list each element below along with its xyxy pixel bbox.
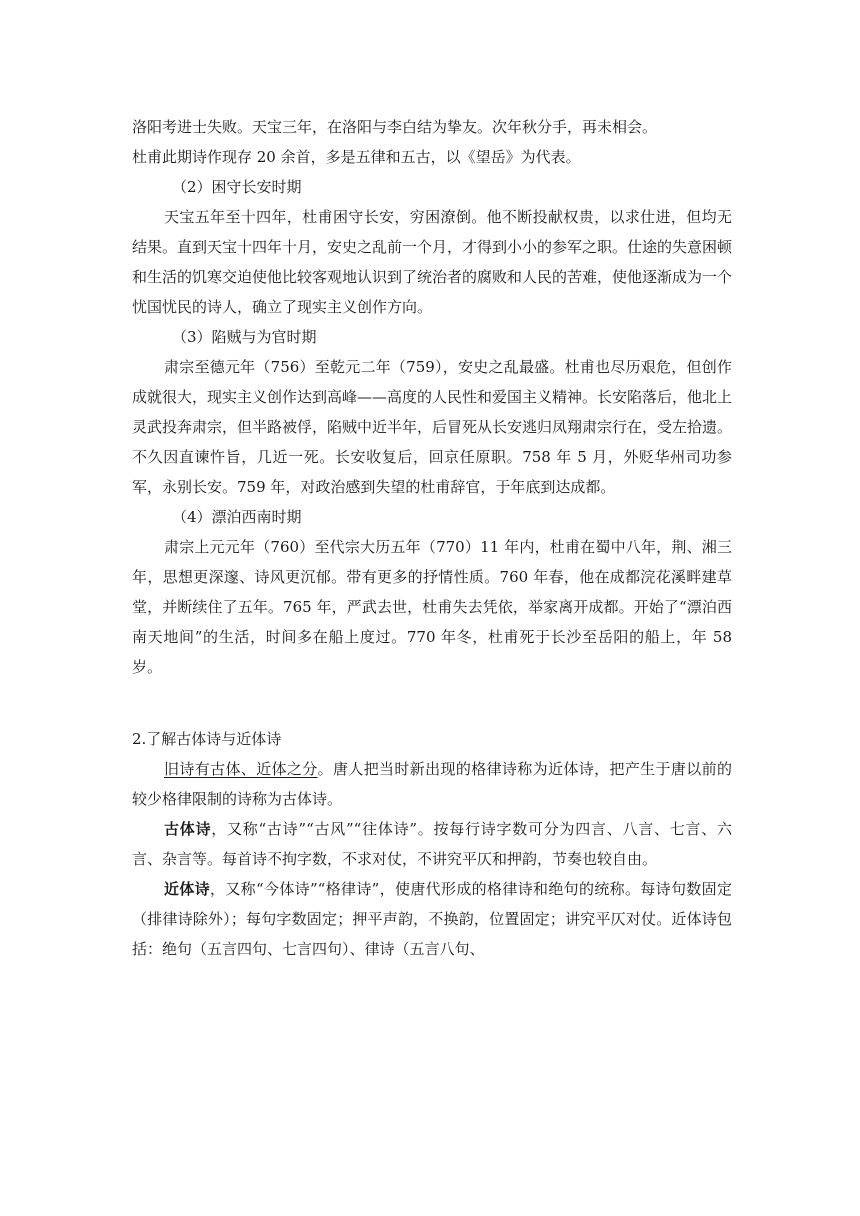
period-3-body: 肃宗至德元年（756）至乾元二年（759），安史之乱最盛。杜甫也尽历艰危，但创作成就很大，现实主义创作达到高峰——高度的人民性和爱国主义精神。长安陷落后，他北上灵武投奔肃宗，但半路被俘，陷贼中近半年，后冒死从长安逃归凤翔肃宗行在，受左拾遗。不久因直谏忤旨，几近一死。长安收复后，回京任原职。758 年 5 月，外贬华州司功参军，永别长安。759 年，对政治感到失望的杜甫辞官，于年底到达成都。 [132, 358, 733, 496]
period-3-heading: （3）陷贼与为官时期 [172, 328, 317, 346]
section-2-paragraph-3 [132, 874, 732, 964]
intro-line-2: 杜甫此期诗作现存 20 余首，多是五律和五古，以《望岳》为代表。 [132, 148, 581, 166]
intro-line-1: 洛阳考进士失败。天宝三年，在洛阳与李白结为挚友。次年秋分手，再未相会。 [132, 118, 658, 136]
paragraph-1-text: 。唐人把当时新出现的格律诗称为近体诗，把产生于唐以前的较少格律限制的诗称为古体诗。 [132, 760, 732, 808]
document-page [132, 112, 732, 964]
paragraph-3-text: ，又称“今体诗”“格律诗”，使唐代形成的格律诗和绝句的统称。每诗句数固定（排律诗除外）；每句字数固定；押平声韵，不换韵，位置固定；讲究平仄对仗。近体诗包括：绝句（五言四句、七言四句）、律诗（五言八句、 [132, 880, 732, 958]
section-2-paragraph-1 [132, 754, 732, 814]
period-4-body: 肃宗上元元年（760）至代宗大历五年（770）11 年内，杜甫在蜀中八年，荆、湘三年，思想更深邃、诗风更沉郁。带有更多的抒情性质。760 年春，他在成都浣花溪畔建草堂，并断续住了五年。765 年，严武去世，杜甫失去凭依，举家离开成都。开始了“漂泊西南天地间”的生活，时间多在船上度过。770 年冬，杜甫死于长沙至岳阳的船上，年 58 岁。 [132, 538, 732, 676]
section-2-title: 2.了解古体诗与近体诗 [132, 730, 282, 748]
period-2-heading: （2）困守长安时期 [172, 178, 302, 196]
paragraph-2-text: ，又称“古诗”“古风”“往体诗”。按每行诗字数可分为四言、八言、七言、六言、杂言等。每首诗不拘字数，不求对仗，不讲究平仄和押韵，节奏也较自由。 [132, 820, 732, 868]
term-ancient-poetry: 古体诗 [164, 820, 212, 838]
section-2-paragraph-2 [132, 814, 732, 874]
period-2-body: 天宝五年至十四年，杜甫困守长安，穷困潦倒。他不断投献权贵，以求仕进，但均无结果。直到天宝十四年十月，安史之乱前一个月，才得到小小的参军之职。仕途的失意困顿和生活的饥寒交迫使他比较客观地认识到了统治者的腐败和人民的苦难，使他逐渐成为一个忧国忧民的诗人，确立了现实主义创作方向。 [132, 208, 733, 316]
term-modern-poetry: 近体诗 [164, 880, 210, 898]
underlined-phrase: 旧诗有古体、近体之分 [164, 760, 318, 778]
period-4-heading: （4）漂泊西南时期 [172, 508, 302, 526]
